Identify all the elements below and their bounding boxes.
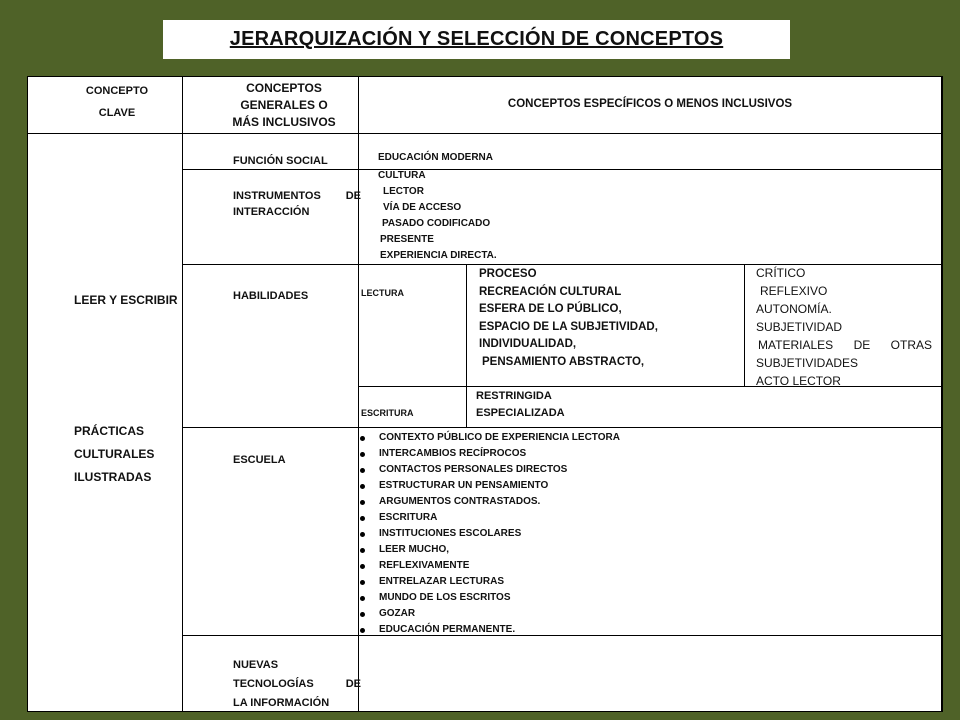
specific-item: CULTURA [378, 170, 426, 181]
bullet-icon [360, 468, 365, 473]
general-instrumentos-line2: INTERACCIÓN [233, 206, 310, 218]
specific-item: PASADO CODIFICADO [382, 218, 491, 229]
border-left [27, 76, 28, 712]
concept-table [27, 76, 943, 712]
list-item [358, 606, 620, 622]
bullet-icon [360, 436, 365, 441]
border-right [941, 76, 943, 712]
key-concept-primary: LEER Y ESCRIBIR [74, 293, 178, 307]
list-item [358, 462, 620, 478]
border-bottom [27, 711, 943, 712]
list-item-text: ESCRITURA [379, 512, 438, 523]
lectura-divider [466, 264, 467, 427]
list-item-text: INSTITUCIONES ESCOLARES [379, 528, 522, 539]
list-item-text: MUNDO DE LOS ESCRITOS [379, 592, 511, 603]
lectura-item: RECREACIÓN CULTURAL [479, 285, 622, 298]
lectura-item: INDIVIDUALIDAD, [479, 338, 577, 350]
escuela-bullet-list [358, 430, 620, 638]
specific-instrumentos-list [378, 168, 497, 264]
key-concept-secondary-line2: CULTURALES [74, 447, 155, 461]
list-item-text: INTERCAMBIOS RECÍPROCOS [379, 448, 527, 459]
bullet-icon [360, 628, 365, 633]
header-generales-line2: GENERALES O [240, 98, 328, 112]
lectura-item: ESFERA DE LO PÚBLICO, [479, 303, 622, 315]
lectura-label: LECTURA [361, 288, 404, 298]
specific-item: LECTOR [383, 186, 424, 197]
list-item [358, 542, 620, 558]
list-item [358, 590, 620, 606]
border-top [27, 76, 943, 77]
header-generales-line1: CONCEPTOS [246, 81, 322, 95]
list-item [358, 478, 620, 494]
header-clave-line2: CLAVE [98, 107, 136, 119]
list-item-text: LEER MUCHO, [379, 544, 449, 555]
lectura-item: CRÍTICO [756, 266, 806, 280]
general-nuevas-line1: NUEVAS [233, 659, 279, 671]
general-nuevas-line3: LA INFORMACIÓN [233, 697, 330, 709]
bullet-icon [360, 484, 365, 489]
page-title: JERARQUIZACIÓN Y SELECCIÓN DE CONCEPTOS [229, 28, 724, 50]
list-item-text: ENTRELAZAR LECTURAS [379, 576, 504, 587]
general-habilidades: HABILIDADES [233, 290, 309, 302]
lectura-item: AUTONOMÍA. [756, 302, 832, 316]
lectura-item-materiales: MATERIALES DE OTRAS [758, 338, 932, 352]
list-item-text: EDUCACIÓN PERMANENTE. [379, 624, 516, 635]
general-instrumentos [233, 188, 361, 220]
specific-item: VÍA DE ACCESO [383, 202, 462, 213]
bullet-icon [360, 580, 365, 585]
key-concept-secondary-line3: ILUSTRADAS [74, 470, 152, 484]
key-concept-secondary [74, 420, 154, 489]
specific-item: EXPERIENCIA DIRECTA. [380, 250, 497, 261]
escritura-items [476, 388, 565, 422]
bullet-icon [360, 532, 365, 537]
list-item [358, 510, 620, 526]
list-item-text: CONTACTOS PERSONALES DIRECTOS [379, 464, 568, 475]
bullet-icon [360, 596, 365, 601]
escritura-item: ESPECIALIZADA [476, 407, 565, 419]
general-escuela: ESCUELA [233, 454, 286, 466]
list-item [358, 526, 620, 542]
bullet-icon [360, 452, 365, 457]
list-item [358, 494, 620, 510]
justified-word: DE [345, 190, 361, 202]
lectura-item: SUBJETIVIDADES [756, 356, 859, 370]
title-box [163, 20, 790, 59]
list-item-text: ARGUMENTOS CONTRASTADOS. [379, 496, 541, 507]
key-concept-secondary-line1: PRÁCTICAS [74, 424, 145, 438]
lectura-item: PROCESO [479, 268, 537, 280]
list-item-text: CONTEXTO PÚBLICO DE EXPERIENCIA LECTORA [379, 432, 620, 443]
bullet-icon [360, 516, 365, 521]
bullet-icon [360, 564, 365, 569]
list-item [358, 430, 620, 446]
header-generales-line3: MÁS INCLUSIVOS [232, 115, 336, 129]
escritura-label: ESCRITURA [361, 408, 414, 418]
list-item [358, 558, 620, 574]
list-item [358, 574, 620, 590]
general-funcion-social: FUNCIÓN SOCIAL [233, 155, 328, 167]
header-clave-line1: CONCEPTO [85, 85, 149, 97]
list-item-text: REFLEXIVAMENTE [379, 560, 470, 571]
lectura-item: ESPACIO DE LA SUBJETIVIDAD, [479, 320, 658, 333]
header-conceptos-generales [222, 80, 346, 131]
lectura-divider-2 [744, 264, 745, 386]
lectura-item: ACTO LECTOR [756, 374, 841, 388]
list-item-text: GOZAR [379, 608, 416, 619]
list-item [358, 622, 620, 638]
lectura-item: REFLEXIVO [760, 284, 828, 298]
lectura-col2 [756, 264, 932, 390]
general-nuevas-line2: TECNOLOGÍAS [233, 678, 314, 690]
general-nuevas-tecnologias [233, 656, 361, 713]
specific-educacion-moderna: EDUCACIÓN MODERNA [378, 152, 493, 163]
row-divider-4 [182, 427, 943, 428]
header-conceptos-especificos: CONCEPTOS ESPECÍFICOS O MENOS INCLUSIVOS [507, 98, 793, 110]
list-item [358, 446, 620, 462]
lectura-col1 [479, 266, 658, 371]
escritura-item: RESTRINGIDA [476, 390, 552, 402]
justified-word: DE [345, 678, 361, 690]
specific-item: PRESENTE [380, 234, 434, 245]
bullet-icon [360, 612, 365, 617]
col-divider-1 [182, 76, 183, 712]
general-instrumentos-line1: INSTRUMENTOS [233, 190, 321, 202]
header-concepto-clave [67, 80, 167, 124]
bullet-icon [360, 500, 365, 505]
list-item-text: ESTRUCTURAR UN PENSAMIENTO [379, 480, 549, 491]
bullet-icon [360, 548, 365, 553]
header-divider [27, 133, 943, 134]
row-divider-1 [182, 169, 943, 170]
lectura-item: PENSAMIENTO ABSTRACTO, [482, 355, 645, 368]
lectura-item: SUBJETIVIDAD [756, 320, 843, 334]
